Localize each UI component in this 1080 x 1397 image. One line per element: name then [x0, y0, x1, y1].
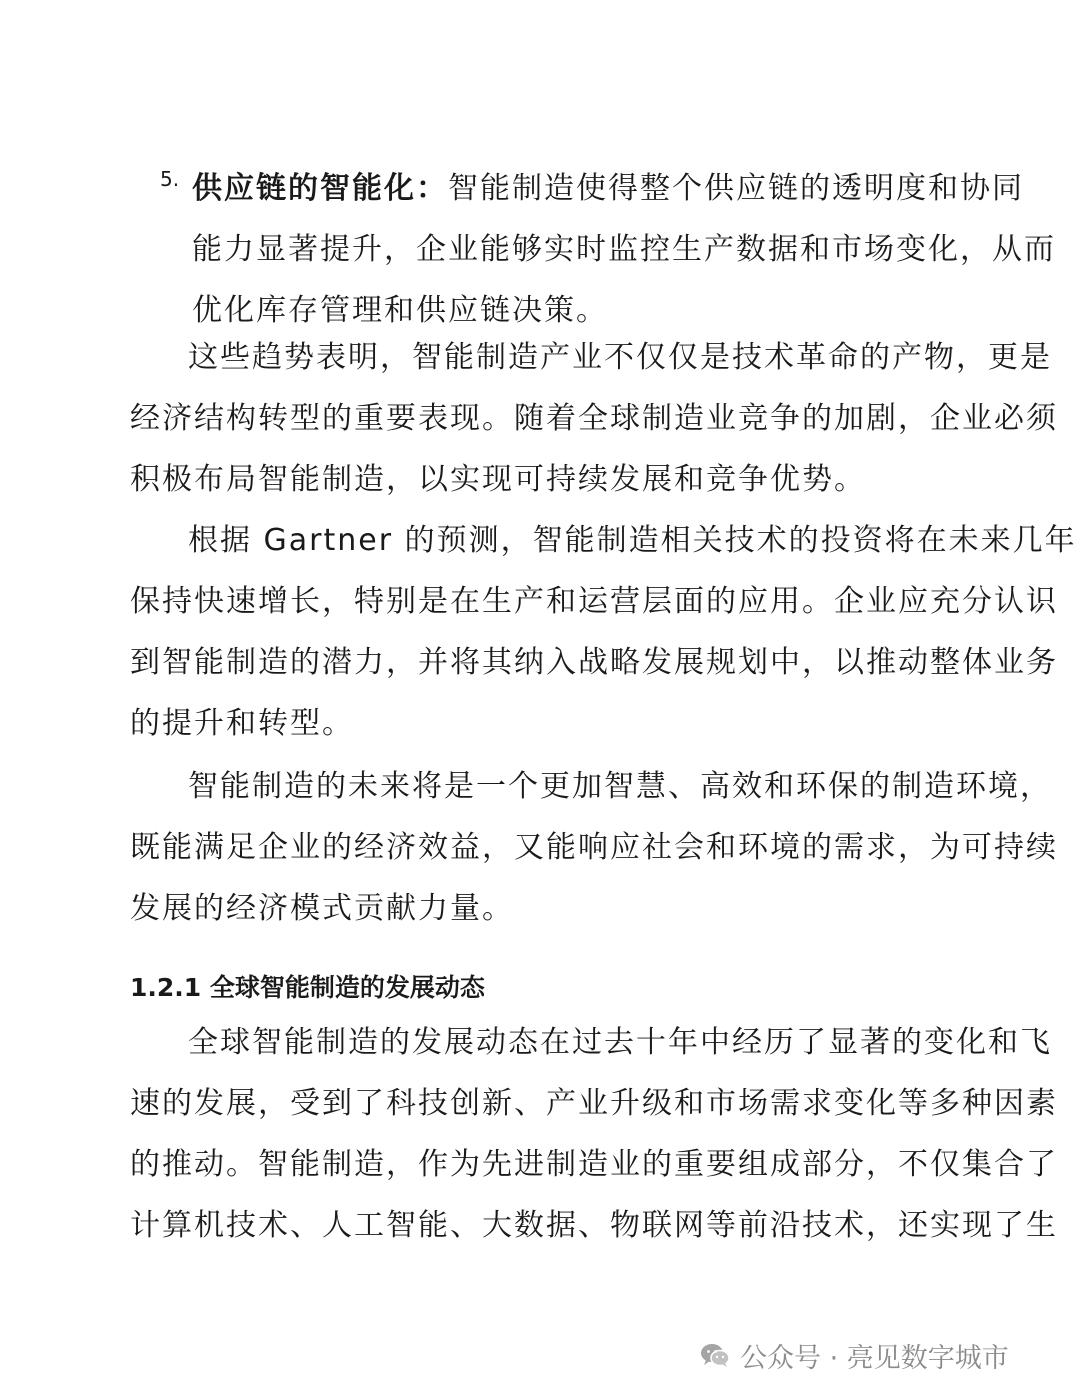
paragraph-line: 到智能制造的潜力，并将其纳入战略发展规划中，以推动整体业务	[130, 645, 1058, 680]
paragraph-line: 智能制造的未来将是一个更加智慧、高效和环保的制造环境，	[188, 769, 1052, 804]
list-item-text	[192, 158, 1056, 341]
wechat-icon	[700, 1342, 730, 1368]
list-line: 优化库存管理和供应链决策。	[192, 293, 608, 328]
section-heading: 1.2.1 全球智能制造的发展动态	[130, 973, 485, 1002]
paragraph-trends	[130, 327, 1058, 510]
paragraph-line: 全球智能制造的发展动态在过去十年中经历了显著的变化和飞	[188, 1025, 1052, 1060]
paragraph-gartner	[130, 510, 1077, 754]
list-number: 5.	[160, 167, 180, 191]
paragraph-future	[130, 756, 1058, 939]
paragraph-line: 这些趋势表明，智能制造产业不仅仅是技术革命的产物，更是	[188, 340, 1052, 375]
paragraph-line: 积极布局智能制造，以实现可持续发展和竞争优势。	[130, 462, 866, 497]
paragraph-line: 既能满足企业的经济效益，又能响应社会和环境的需求，为可持续	[130, 830, 1058, 865]
list-line-text: 智能制造使得整个供应链的透明度和协同	[448, 171, 1024, 206]
paragraph-line: 速的发展，受到了科技创新、产业升级和市场需求变化等多种因素	[130, 1086, 1058, 1121]
watermark-text: 公众号 · 亮见数字城市	[740, 1342, 1009, 1374]
watermark	[700, 1335, 1009, 1375]
list-item-5	[160, 158, 1056, 341]
list-line	[192, 158, 1024, 219]
paragraph-line: 计算机技术、人工智能、大数据、物联网等前沿技术，还实现了生	[130, 1208, 1058, 1243]
paragraph-line: 发展的经济模式贡献力量。	[130, 891, 514, 926]
list-line: 能力显著提升，企业能够实时监控生产数据和市场变化，从而	[192, 232, 1056, 267]
paragraph-line: 经济结构转型的重要表现。随着全球制造业竞争的加剧，企业必须	[130, 401, 1058, 436]
paragraph-line: 保持快速增长，特别是在生产和运营层面的应用。企业应充分认识	[130, 584, 1058, 619]
paragraph-section-intro	[130, 1012, 1058, 1256]
paragraph-line: 根据 Gartner 的预测，智能制造相关技术的投资将在未来几年	[188, 523, 1077, 558]
paragraph-line: 的提升和转型。	[130, 706, 354, 741]
paragraph-line: 的推动。智能制造，作为先进制造业的重要组成部分，不仅集合了	[130, 1147, 1058, 1182]
list-lead: 供应链的智能化：	[192, 171, 448, 206]
